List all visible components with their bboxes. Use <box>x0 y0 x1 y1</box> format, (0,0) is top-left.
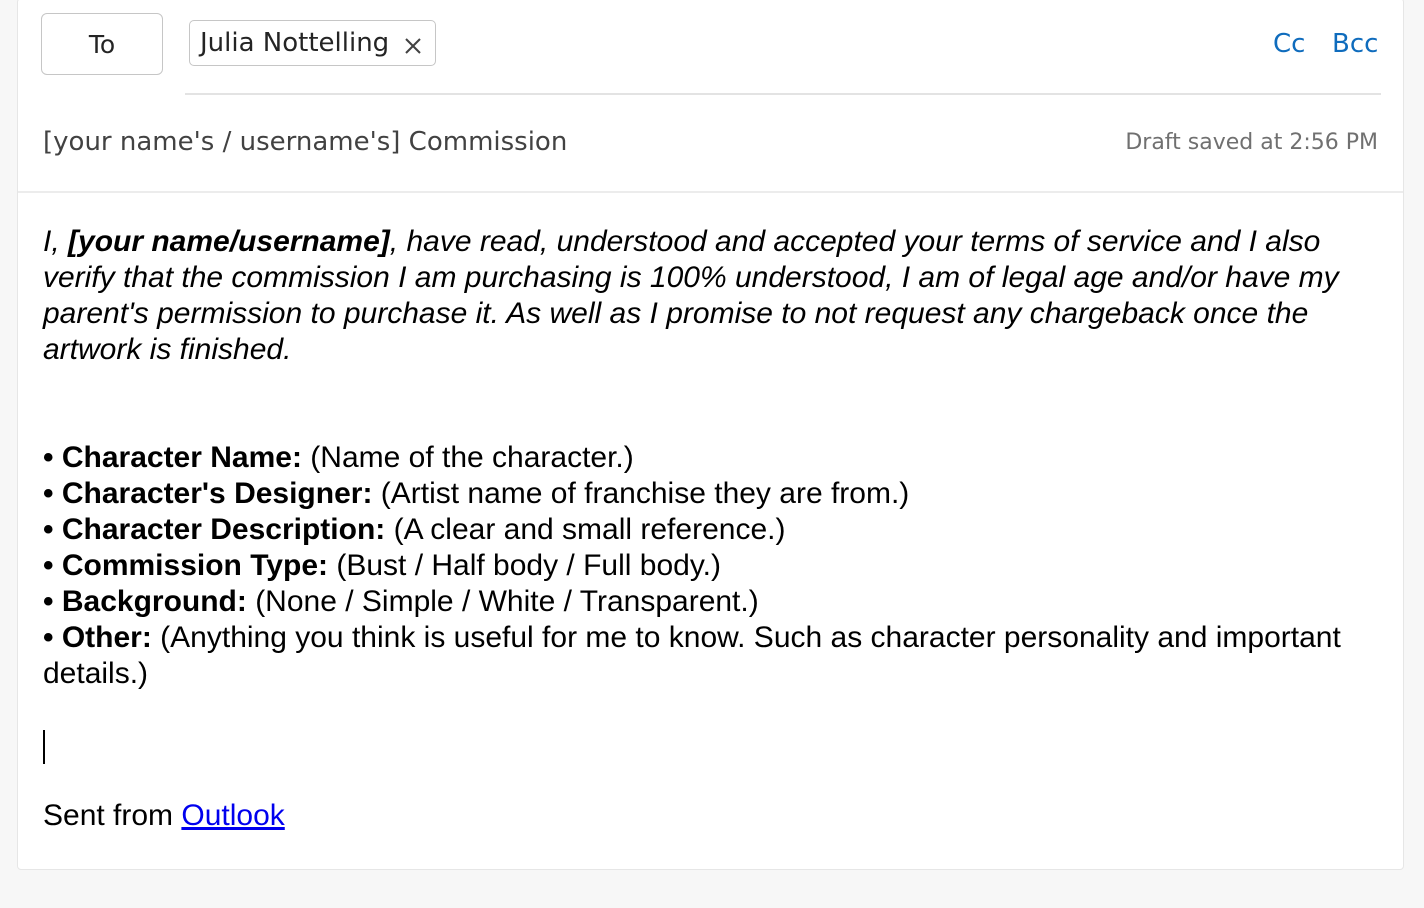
outlook-link[interactable]: Outlook <box>181 799 285 832</box>
recipient-name: Julia Nottelling <box>200 28 390 58</box>
item-value: (A clear and small reference.) <box>385 513 786 546</box>
username-placeholder: [your name/username] <box>68 225 390 258</box>
item-label: Background: <box>61 585 247 618</box>
list-item: • Other: (Anything you think is useful for me to know. Such as character personality and important details.) <box>43 621 1341 690</box>
item-value: (Anything you think is useful for me to know. Such as character personality and important details.) <box>43 621 1341 690</box>
blank-lines <box>43 368 1383 440</box>
item-label: Character Name: <box>61 441 302 474</box>
item-label: Character's Designer: <box>61 477 373 510</box>
subject-field[interactable]: [your name's / username's] Commission <box>43 127 568 157</box>
item-value: (Artist name of franchise they are from.) <box>372 477 910 510</box>
item-label: Commission Type: <box>61 549 328 582</box>
signature: Sent from Outlook <box>43 799 285 832</box>
text-caret <box>43 730 45 764</box>
cc-button[interactable]: Cc <box>1273 29 1306 59</box>
list-item: • Character's Designer: (Artist name of franchise they are from.) <box>43 477 910 510</box>
item-value: (Name of the character.) <box>301 441 634 474</box>
recipient-divider <box>185 93 1381 95</box>
item-label: Other: <box>61 621 152 654</box>
list-item: • Commission Type: (Bust / Half body / Full body.) <box>43 549 721 582</box>
recipient-chip[interactable] <box>189 20 436 66</box>
list-item: • Character Description: (A clear and small reference.) <box>43 513 786 546</box>
message-body[interactable] <box>43 224 1383 834</box>
compose-pane <box>17 0 1404 870</box>
to-button[interactable]: To <box>41 13 163 75</box>
intro-paragraph: I, [your name/username], have read, understood and accepted your terms of service and I also verify that the commission I am purchasing is 100% understood, I am of legal age and/or have my parent's permission to purchase it. As well as I promise to not request any chargeback once the artwork is finished. <box>43 225 1339 366</box>
list-item: • Background: (None / Simple / White / Transparent.) <box>43 585 759 618</box>
draft-status: Draft saved at 2:56 PM <box>1125 130 1378 155</box>
item-value: (None / Simple / White / Transparent.) <box>246 585 759 618</box>
header-divider <box>18 191 1403 193</box>
item-value: (Bust / Half body / Full body.) <box>328 549 721 582</box>
bcc-button[interactable]: Bcc <box>1332 29 1379 59</box>
item-label: Character Description: <box>61 513 386 546</box>
list-item: • Character Name: (Name of the character.) <box>43 441 634 474</box>
close-icon[interactable] <box>403 33 423 53</box>
cursor-line[interactable] <box>43 728 1383 764</box>
